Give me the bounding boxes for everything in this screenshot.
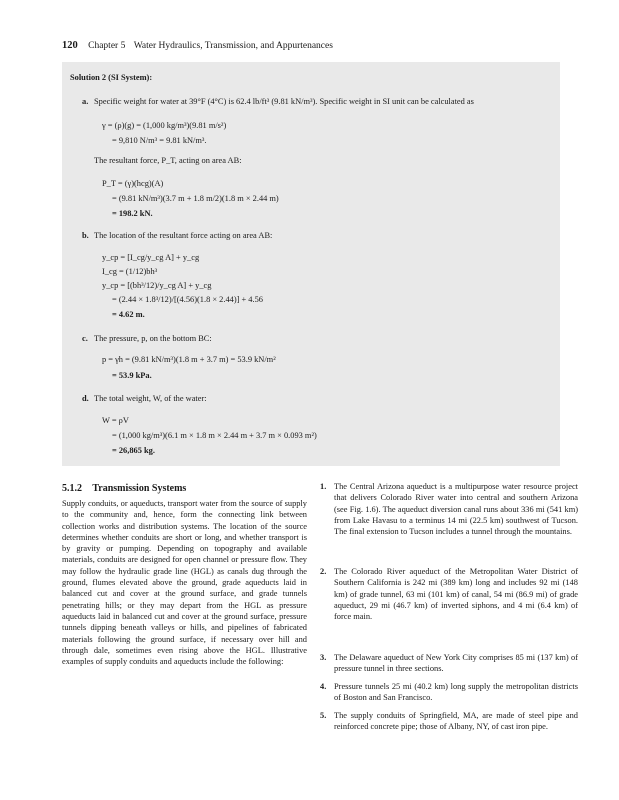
list-item-number: 4. <box>320 682 327 691</box>
part-d-eq3: = 26,865 kg. <box>112 446 155 455</box>
part-d-label: d. <box>82 394 89 403</box>
section-number: 5.1.2 <box>62 483 82 494</box>
chapter-label: Chapter 5 <box>88 41 126 51</box>
list-item-number: 2. <box>320 567 327 576</box>
list-item <box>320 652 578 678</box>
chapter-title: Water Hydraulics, Transmission, and Appurtenances <box>133 41 333 51</box>
list-item-number: 1. <box>320 482 327 491</box>
part-a-eq2: = 9,810 N/m³ = 9.81 kN/m³. <box>112 136 207 145</box>
part-c-text: The pressure, p, on the bottom BC: <box>94 334 212 343</box>
list-item <box>320 566 578 650</box>
part-a-label: a. <box>82 97 89 106</box>
part-b-eq3: y_cp = [(bh³/12)/y_cg A] + y_cg <box>102 281 212 290</box>
section-heading <box>62 483 186 494</box>
part-b-text: The location of the resultant force acting on area AB: <box>94 231 273 240</box>
part-a-text: Specific weight for water at 39°F (4°C) is 62.4 lb/ft³ (9.81 kN/m³). Specific weight in SI unit can be calculated as <box>94 97 474 106</box>
part-c-eq1: p = γh = (9.81 kN/m³)(1.8 m + 3.7 m) = 53.9 kN/m² <box>102 355 276 364</box>
part-a-eq5: = 198.2 kN. <box>112 209 153 218</box>
part-b-label: b. <box>82 231 89 240</box>
part-a-eq1: γ = (ρ)(g) = (1,000 kg/m³)(9.81 m/s²) <box>102 121 227 130</box>
part-b-eq4: = (2.44 × 1.8³/12)/[(4.56)(1.8 × 2.44)] + 4.56 <box>112 295 263 304</box>
running-header <box>62 40 333 51</box>
list-item <box>320 710 578 748</box>
part-b-eq5: = 4.62 m. <box>112 310 145 319</box>
list-item-text: Pressure tunnels 25 mi (40.2 km) long supply the metropolitan districts of Boston and San Francisco. <box>334 682 578 703</box>
part-a-eq4: = (9.81 kN/m³)(3.7 m + 1.8 m/2)(1.8 m × 2.44 m) <box>112 194 279 203</box>
list-item-text: The Central Arizona aqueduct is a multipurpose water resource project that delivers Colorado River water into central and southern Arizona (see Fig. 1.6). The aqueduct diversion canal runs about 336 mi (541 km) from Lake Havasu to a terminus 14 mi (22.5 km) southwest of Tucson. The final extension to Tucson includes a tunnel through the mountains. <box>334 482 578 537</box>
list-item-number: 3. <box>320 653 327 662</box>
part-d-eq1: W = ρV <box>102 416 129 425</box>
part-d-text: The total weight, W, of the water: <box>94 394 207 403</box>
list-item-text: The supply conduits of Springfield, MA, are made of steel pipe and reinforced concrete pipe; those of Albany, NY, of cast iron pipe. <box>334 711 578 732</box>
part-c-label: c. <box>82 334 88 343</box>
list-item <box>320 681 578 707</box>
solution-box <box>62 62 560 466</box>
part-d-eq2: = (1,000 kg/m³)(6.1 m × 1.8 m × 2.44 m + 3.7 m × 0.093 m²) <box>112 431 317 440</box>
part-b-eq1: y_cp = [I_cg/y_cg A] + y_cg <box>102 253 200 262</box>
solution-heading: Solution 2 (SI System): <box>70 73 153 82</box>
page-number: 120 <box>62 40 78 51</box>
section-title: Transmission Systems <box>92 483 187 494</box>
part-a-eq3: P_T = (γ)(hcg)(A) <box>102 179 164 188</box>
section-paragraph: Supply conduits, or aqueducts, transport water from the source of supply to the community and, hence, form the connecting link between collection works and distribution systems. The location of the source determines whether conduits are short or long, and whether transport is by gravity or pumping. Depending on topography and available materials, conduits are designed for open channel or pressure flow. They may follow the hydraulic grade line (HGL) as canals dug through the ground, flumes elevated above the ground, grade aqueducts laid in balanced cut and cover at the ground surface, and grade tunnels penetrating hills; or they may depart from the HGL as pressure aqueducts laid in balanced cut and cover at the ground surface, pressure tunnels dipping beneath valleys or hills, and pipelines of fabricated materials following the ground surface, if necessary over hill and through dale, sometimes even rising above the HGL. Illustrative examples of supply conduits and aqueducts include the following: <box>62 499 307 667</box>
list-item-number: 5. <box>320 711 327 720</box>
list-item-text: The Delaware aqueduct of New York City comprises 85 mi (137 km) of pressure tunnel in three sections. <box>334 653 578 674</box>
part-b-eq2: I_cg = (1/12)bh³ <box>102 267 158 276</box>
part-a-text2: The resultant force, P_T, acting on area AB: <box>94 156 242 165</box>
part-c-eq2: = 53.9 kPa. <box>112 371 152 380</box>
list-item <box>320 481 578 565</box>
list-item-text: The Colorado River aqueduct of the Metropolitan Water District of Southern California is 242 mi (389 km) long and includes 92 mi (148 km) of grade tunnel, 63 mi (101 km) of canal, 54 mi (86.9 mi) of grade aqueduct, 29 mi (46.7 km) of inverted siphons, and 4 mi (6.4 km) of force main. <box>334 567 578 622</box>
